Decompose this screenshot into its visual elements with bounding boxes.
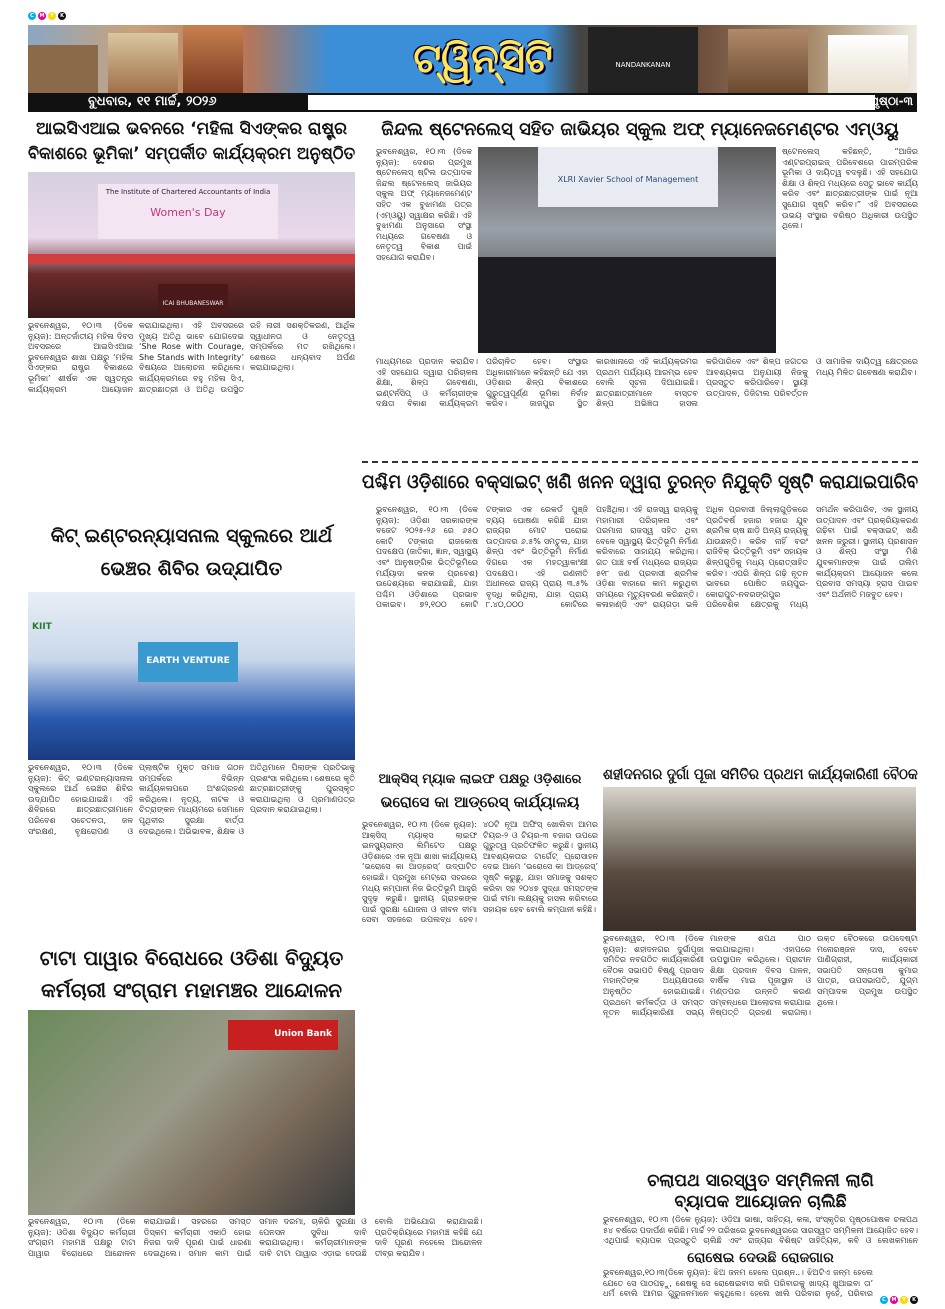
date-bar	[28, 93, 917, 112]
tata-body: ଭୁବନେଶ୍ୱର, ୧୦।୩ (ଡିକେ ନ୍ୟୁଜ): ଓଡିଶା ବିଦ୍ୟୁତ କର୍ମଚାରୀ ସଂଗ୍ରାମ ମହାମଞ୍ଚ ପକ୍ଷରୁ ଟାଟା ପାୱାର ବିରୋଧରେ ଆନ୍ଦୋଳନ କରାଯାଇଛି। ସହରରେ ସମସ୍ତ ଡିସ୍କମ କର୍ମଚାରୀ ଏକାଠି ହୋଇ ନିଜର ଦାବି ପୂରଣ ପାଇଁ ଧାରଣା ଦେଇଥିଲେ। ସମାନ କାମ ପାଇଁ ସମାନ ଦରମା, ଚାକିରି ସୁରକ୍ଷା ଓ ପେନସନ ସୁବିଧା ଦାବି କରାଯାଇଥିଲା। କର୍ମଚାରୀମାନଙ୍କ ଦାବି ଟାଟା ପାୱାର ଏଡ଼ାଇ ଦେଉଛି ବୋଲି ଅଭିଯୋଗ କରାଯାଇଛି। ପ୍ରତିକ୍ରିୟାରେ ମହାମଞ୍ଚ କହିଛି ଯେ ଦାବି ପୂରଣ ନହେଲେ ଆନ୍ଦୋଳନ ତୀବ୍ର କରାଯିବ।	[28, 1217, 483, 1258]
yellow-dot: Y	[48, 12, 56, 20]
kiit-logo: KIIT	[32, 622, 52, 632]
roshei-body: ଭୁବନେଶ୍ୱର,୧୦।୩(ଡିକେ ନ୍ୟୁଜ): ଝିଅ ଜନମ ହେଲେ ପ୍ରଶ୍ନ..। ଝିଅଟିଏ ଜନ୍ମ ହେଲେ ଯେତେ ସେ ପାଠପଢ଼ୁ, ଶେଷକୁ ସେ ରୋଷେଇବାସ କରି ପରିବାରକୁ ଖାଦ୍ୟ ଖୁଆଇବା ତା’ ଧର୍ମ ବୋଲି ଆମର ଗୁରୁଜନମାନେ କହୁଥିଲେ। ହେଲେ ଖାଲି ପରିବାର ନୁହେଁ, ପରିବାର	[603, 1268, 873, 1299]
lingaraj-temple-image	[728, 29, 808, 93]
durga-headline-text: ଶହୀଦନଗର ଦୁର୍ଗା ପୂଜା ସମିତିର ପ୍ରଥମ କାର୍ଯ୍ୟକାରିଣୀ ବୈଠକ	[603, 765, 918, 783]
xlri-sign: XLRI Xavier School of Management	[538, 147, 718, 207]
masthead-title: ଟ୍ୱିନ୍‌ସିଟି	[413, 36, 553, 82]
earth-venture-sign: EARTH VENTURE	[138, 642, 238, 682]
fort-gate-image	[28, 45, 98, 93]
photo-banner-sub: Women's Day	[150, 206, 226, 219]
magenta-dot: M	[39, 13, 45, 19]
icai-event-photo	[28, 172, 355, 318]
kiit-headline-line2: ଭେଞ୍ଚର ଶିବିର ଉଦ୍‌ଯାପିତ	[100, 558, 283, 580]
durga-body: ଭୁବନେଶ୍ୱର, ୧୦।୩ (ଡିକେ ନ୍ୟୁଜ): ଶହୀଦନଗର ଦୁର୍ଗାପୂଜା ସମିତିର ନବଗଠିତ କାର୍ଯ୍ୟକାରିଣୀ ବୈଠକ ସଭାପତି ବିଷ୍ଣୁ ପ୍ରସାଦ ମହାନ୍ତିଙ୍କ ଅଧ୍ୟକ୍ଷତାରେ ଅନୁଷ୍ଠିତ ହୋଇଯାଇଛି। ପ୍ରଥମେ କର୍ମକର୍ତ୍ତା ଓ ସମସ୍ତ ନୂତନ କାର୍ଯ୍ୟକାରିଣୀ ସଭ୍ୟ ମାନଙ୍କ ଶପଥ ପାଠ କରାଯାଇଥିଲା। ଏହାପରେ ଉପସ୍ଥାପନ କରିଥିଲେ। ପ୍ରାଚୀନ ଶିକ୍ଷା ପ୍ରଦାନ ଦିବସ ପାଳନ, ବାର୍ଷିକ ମାଇ ପୂଜାସ୍ଥାନ ଓ ମଣ୍ଡପର ଉନ୍ନତି କରଣ ସମ୍ବନ୍ଧରେ ଆଲୋଚନା କରାଯାଇ ନିଷ୍ପତ୍ତି ଗ୍ରହଣ କରାଗଲା। ଉକ୍ତ ବୈଠକରେ ଉପଦେଷ୍ଟା ମନୋରଞ୍ଜନ ଦାସ, ଦେବେ ପାଣିଗ୍ରାହୀ, କାର୍ଯ୍ୟକାରୀ ସଭାପତି ସନ୍ତୋଷ କୁମାର ପାତ୍ର, ଉପସଭାପତି, ଯୁଗ୍ମ ସମ୍ପାଦକ ପ୍ରମୁଖ ଉପସ୍ଥିତ ଥିଲେ।	[603, 934, 918, 1018]
durga-committee-photo	[603, 787, 916, 931]
axis-headline	[362, 770, 598, 814]
cmyk-registration-top	[28, 12, 66, 20]
icai-headline-line1: ଆଇସିଏଆଇ ଭବନରେ ‘ମହିଳା ସିଏଙ୍କର ରାଷ୍ଟ୍ର	[35, 119, 348, 139]
tata-protest-photo	[28, 1010, 355, 1215]
icai-headline	[28, 117, 355, 167]
peace-pagoda-image	[828, 35, 908, 93]
kiit-headline-line1: କିଟ୍ ଇଣ୍ଟରନ୍ୟାସନାଲ ସ୍କୁଲରେ ଆର୍ଥ	[50, 525, 333, 547]
axis-headline-line1: ଆକ୍ସିସ୍ ମ୍ୟାକ ଲାଇଫ ପକ୍ଷରୁ ଓଡ଼ିଶାରେ	[378, 772, 582, 787]
photo-banner-text: The Institute of Chartered Accountants of India	[105, 188, 271, 196]
black-dot: K	[910, 1296, 918, 1304]
jindal-body-right: ଷ୍ଟେନଲେସ୍ କହିଛନ୍ତି, “ଆଜିର ଏଣ୍ଟରପ୍ରାଇଜ୍ ପରିବେଶରେ ପାରମ୍ପରିକ ଭୂମିକା ଓ ଦାୟିତ୍ୱ ବଦଳୁଛି। ଏହି ସହଯୋଗ ଶିକ୍ଷା ଓ ଶିଳ୍ପ ମଧ୍ୟରେ ସେତୁ ଭାବେ କାର୍ଯ୍ୟ କରିବ ଏବଂ ଛାତ୍ରଛାତ୍ରୀଙ୍କ ପାଇଁ ନୂଆ ସୁଯୋଗ ସୃଷ୍ଟି କରିବ।” ଏହି ଅବସରରେ ଉଭୟ ସଂସ୍ଥାର ବରିଷ୍ଠ ଅଧିକାରୀ ଉପସ୍ଥିତ ଥିଲେ।	[782, 147, 918, 231]
icai-headline-line2: ବିକାଶରେ ଭୂମିକା’ ସମ୍ପର୍କୀତ କାର୍ଯ୍ୟକ୍ରମ ଅନୁଷ୍ଠିତ	[28, 144, 356, 164]
chalapatha-headline	[603, 1171, 918, 1213]
chalapatha-headline-line2: ବ୍ୟାପକ ଆୟୋଜନ ଚାଲିଛି	[674, 1192, 847, 1212]
podium-text: ICAI BHUBANESWAR	[158, 284, 228, 314]
jindal-headline	[362, 117, 918, 143]
roshei-headline	[603, 1249, 918, 1267]
chalapatha-body: ଭୁବନେଶ୍ୱର, ୧୦।୩ (ଡିକେ ନ୍ୟୁଜ): ଓଡ଼ିଆ ଭାଷା, ସାହିତ୍ୟ, କଳା, ସଂସ୍କୃତିର ପୃଷ୍ଠପୋଷକ ଚଳାପଥ ୫୪ ବର୍ଷରେ ପଦାର୍ପଣ କରିଛି। ମାର୍ଚ୍ଚ ୨୨ ତାରିଖରେ ଭୁବନେଶ୍ୱରରେ ସାରସ୍ୱତ ସମ୍ମିଳନୀ ଆୟୋଜିତ ହେବ। ଏଥିପାଇଁ ବ୍ୟାପକ ପ୍ରସ୍ତୁତି ଚାଲିଛି ଏବଂ ରାଜ୍ୟର ବିଶିଷ୍ଟ ସାହିତ୍ୟିକ, କବି ଓ ଲେଖକମାନେ	[603, 1215, 918, 1246]
cmyk-registration-bottom	[880, 1296, 918, 1304]
jindal-body-bottom: ମାଧ୍ୟମରେ ପ୍ରଦାନ କରାଯିବ। ଏହି ସହଯୋଗ ଦ୍ୱାରା ପରିଚାଳନା ଶିକ୍ଷା, ଶିଳ୍ପ ଗବେଷଣା, ଇଣ୍ଟର୍ନସିପ୍ ଓ କର୍ମଚାରୀଙ୍କ ଦକ୍ଷତା ବିକାଶ କାର୍ଯ୍ୟକ୍ରମ ପରିଚାଳିତ ହେବ। ସଂସ୍ଥାର ଅଧିକାରୀମାନେ କହିଛନ୍ତି ଯେ ଏହା ଓଡ଼ିଶାର ଶିଳ୍ପ ବିକାଶରେ ଗୁରୁତ୍ୱପୂର୍ଣ୍ଣ ଭୂମିକା ନିର୍ବାହ କରିବ। ଜାଜପୁର ସ୍ଥିତ କାରଖାନାରେ ଏହି କାର୍ଯ୍ୟକ୍ରମର ପ୍ରଥମ ପର୍ଯ୍ୟାୟ ଆରମ୍ଭ ହେବ ବୋଲି ସୂଚନା ଦିଆଯାଇଛି। ଛାତ୍ରଛାତ୍ରୀମାନେ ବାସ୍ତବ ଶିଳ୍ପ ଅଭିଜ୍ଞତା ହାସଲ କରିପାରିବେ ଏବଂ ଶିଳ୍ପ ଜଗତର ଆବଶ୍ୟକତା ଅନୁଯାୟୀ ନିଜକୁ ପ୍ରସ୍ତୁତ କରିପାରିବେ। ସ୍ଥାୟୀ ଉତ୍ପାଦନ, ଡିଜିଟାଲ ପରିବର୍ତ୍ତନ ଓ ସାମାଜିକ ଦାୟିତ୍ୱ କ୍ଷେତ୍ରରେ ମଧ୍ୟ ମିଳିତ ଗବେଷଣା କରାଯିବ।	[376, 357, 918, 409]
issue-date: ବୁଧବାର, ୧୧ ମାର୍ଚ୍ଚ, ୨୦୨୬	[88, 94, 217, 109]
bauxite-headline-text: ପଶ୍ଚିମ ଓଡ଼ିଶାରେ ବକ୍ସାଇଟ୍ ଖଣି ଖନନ ଦ୍ୱାରା ତୁରନ୍ତ ନିଯୁକ୍ତି ସୃଷ୍ଟି କରାଯାଇପାରିବ	[362, 471, 919, 493]
jagannath-temple-image	[183, 25, 243, 93]
section-divider	[362, 461, 918, 463]
tata-headline-line1: ଟାଟା ପାୱାର ବିରୋଧରେ ଓଡିଶା ବିଦ୍ୟୁତ	[39, 946, 344, 970]
bauxite-headline	[362, 468, 918, 496]
icai-body: ଭୁବନେଶ୍ୱର, ୧୦।୩ (ଡିକେ ନ୍ୟୁଜ): ଅନ୍ତର୍ଜାତୀୟ ମହିଳା ଦିବସ ଅବସରରେ ଆଇସିଏଆଇ ଭୁବନେଶ୍ୱର ଶାଖା ପକ୍ଷରୁ ‘ମହିଳା ସିଏଙ୍କର ରାଷ୍ଟ୍ର ବିକାଶରେ ଭୂମିକା’ ଶୀର୍ଷକ ଏକ ସ୍ୱତନ୍ତ୍ର କାର୍ଯ୍ୟକ୍ରମ ଆୟୋଜନ କରାଯାଇଥିଲା। ଏହି ଅବସରରେ ମୁଖ୍ୟ ଅତିଥି ଭାବେ ଯୋଗଦେଇ ‘She Rose with Courage, She Stands with Integrity’ ବିଷୟରେ ଆଲୋଚନା କରିଥିଲେ। କାର୍ଯ୍ୟକ୍ରମରେ ବହୁ ମହିଳା ସିଏ, ଛାତ୍ରଛାତ୍ରୀ ଓ ଅତିଥି ଉପସ୍ଥିତ ରହି ନାରୀ ସଶକ୍ତିକରଣ, ଆର୍ଥିକ ସ୍ୱାଧୀନତା ଓ ନେତୃତ୍ୱ ସମ୍ପର୍କରେ ମତ ରଖିଥିଲେ। ଶେଷରେ ଧନ୍ୟବାଦ ଅର୍ପଣ କରାଯାଇଥିଲା।	[28, 321, 355, 394]
masthead-banner	[28, 25, 917, 93]
jindal-headline-text: ଜିନ୍ଦଲ ଷ୍ଟେନଲେସ୍ ସହିତ ଜାଭିୟର ସ୍କୁଲ ଅଫ୍ ମ୍ୟାନେଜମେଣ୍ଟର ଏମ୍‌ଓୟୁ	[381, 119, 899, 140]
axis-headline-line2: ଭରୋସେ କା ଆଡ୍ରେସ୍ କାର୍ଯ୍ୟାଳୟ	[380, 793, 580, 811]
temple-image	[108, 33, 178, 93]
roshei-headline-text: ରୋଷେଇ ଦେଉଛି ରୋଜଗାର	[687, 1250, 834, 1266]
bauxite-body: ଭୁବନେଶ୍ୱର, ୧୦।୩ (ଡିକେ ନ୍ୟୁଜ): ଓଡ଼ିଶା ସରକାରଙ୍କ ବଜେଟ ୨୦୨୫-୨୬ ରେ ୬୫୦ କୋଟି ଟଙ୍କାର ରାଜକୋଷ ପଦକ୍ଷେପ (ଜାତିକା, ଜ୍ଞାନ, ସ୍ୱାସ୍ଥ୍ୟ ଏବଂ ଆନୁଷଙ୍ଗିକ ଭିତ୍ତିଭୂମିରେ ମର୍ଯ୍ୟାଦା କନକ ପ୍ରବେଶ) ଉଦ୍ଦେଶ୍ୟରେ କରାଯାଇଛି, ଯାହା ପଶ୍ଚିମ ଓଡ଼ିଶାରେ ପ୍ରଭାବ ପକାଇବ। ୭୨,୧୦୦ କୋଟି ଟଙ୍କାର ଏକ ରେକର୍ଡ ପୁଞ୍ଜି ବ୍ୟୟ ଘୋଷଣା କରିଛି ଯାହା ରାଜ୍ୟର ମୋଟ ଘରୋଇ ଉତ୍ପାଦର ୬.୫% ସମତୁଲ, ଯାହା ଶିଳ୍ପ ଏବଂ ଭିତ୍ତିଭୂମି ନିର୍ମାଣ ଦିଗରେ ଏକ ମହତ୍ୱାକାଂକ୍ଷୀ ପଦକ୍ଷେପ। ଏହି ରଣନୀତି ଅଧୀନରେ ରାଜ୍ୟ ପ୍ରାୟ ୩.୫% ବୃଦ୍ଧି କରିଥିଲା, ଯାହା ପ୍ରାୟ ୮.୪୦,୦୦୦ କୋଟିରେ ପହଞ୍ଚିଥିଲା। ଏହି ରାଜସ୍ୱ ରାଜ୍ୟକୁ ମହାମାରୀ ପରିଚାଳନା ଏବଂ ପରମାନା ରାଜସ୍ୱ ସହିତ ଥିବା ବେଳେ ସ୍ୱାସ୍ଥ୍ୟ ଭିତ୍ତିଭୂମି ନିର୍ମାଣ କରିବାରେ ସାହାଯ୍ୟ କରିଥିଲା। ଗତ ପାଞ୍ଚ ବର୍ଷ ମଧ୍ୟରେ ରାଜ୍ୟର ୫୧୮ ଜଣ ପ୍ରବାସୀ ଶ୍ରମିକ ଓଡ଼ିଶା ବାହାରେ କାମ କରୁଥିବା ସମୟରେ ମୃତ୍ୟୁବରଣ କରିଛନ୍ତି। କଳାହାଣ୍ଡି ଏବଂ ରାୟଗଡ଼ା ଭଳି ଅଧିକ ପ୍ରବାସୀ ଜିଲ୍ଲାଗୁଡ଼ିକରେ ପ୍ରତିବର୍ଷ ହଜାର ହଜାର ଯୁବ ଶ୍ରମିକ ଚାଷ ଛାଡ଼ି ଅନ୍ୟ ରାଜ୍ୟକୁ ଯାଉଛନ୍ତି। କରିବ ନାହିଁ ବରଂ ରାଜିବିକ୍ ଭିତ୍ତିଭୂମି ଏବଂ ସହାୟକ ଶିଳ୍ପଗୁଡ଼ିକୁ ମଧ୍ୟ ପ୍ରୋତ୍ସାହିତ କରିବ। ଏପରି ଶିଳ୍ପ ଗଢ଼ି ନୂତନ ଭାବରେ ପୋଷିତ ଜୟପୁର-କୋରାପୁଟ-ନବରଙ୍ଗପୁର ପରିବେଶିକ କ୍ଷେତ୍ରକୁ ମଧ୍ୟ ସମର୍ଥନ କରିପାରିବ, ଏକ ସ୍ଥାନୀୟ ଉତ୍ପାଦନ ଏବଂ ପ୍ରକ୍ରିୟାକରଣ ଗଢ଼ିବା ପାଇଁ ବକ୍ସାଇଟ୍ ଖଣି ଖନନ ଜରୁରୀ। ସ୍ଥାନୀୟ ପ୍ରଶାସନ ଓ ଶିଳ୍ପ ସଂସ୍ଥା ମିଶି ଯୁବକମାନଙ୍କ ପାଇଁ ତାଲିମ କାର୍ଯ୍ୟକ୍ରମ ଆୟୋଜନ କଲେ ପ୍ରବାସ ସମସ୍ୟା ହ୍ରାସ ପାଇବ ଏବଂ ଅର୍ଥନୀତି ମଜବୁତ ହେବ।	[376, 505, 918, 610]
tata-headline-line2: କର୍ମଚାରୀ ସଂଗ୍ରାମ ମହାମଞ୍ଚର ଆନ୍ଦୋଳନ	[40, 978, 343, 1002]
page-number: ପୃଷ୍ଠା-୩	[870, 94, 913, 108]
kiit-body: ଭୁବନେଶ୍ୱର, ୧୦।୩ (ଡିକେ ନ୍ୟୁଜ): କିଟ୍ ଇଣ୍ଟରନ୍ୟାସନାଲ ସ୍କୁଲରେ ଆର୍ଥ ଭେଞ୍ଚର ଶିବିର ଉଦ୍‌ଯାପିତ ହୋଇଯାଇଛି। ଏହି ଶିବିରରେ ଛାତ୍ରଛାତ୍ରୀମାନେ ପରିବେଶ ସଚେତନତା, ଜଳ ସଂରକ୍ଷଣ, ବୃକ୍ଷରୋପଣ ଓ ପ୍ଲାଷ୍ଟିକ ମୁକ୍ତ ସମାଜ ଗଠନ ସମ୍ପର୍କରେ ବିଭିନ୍ନ କାର୍ଯ୍ୟକଳାପରେ ଅଂଶଗ୍ରହଣ କରିଥିଲେ। ନୃତ୍ୟ, ନାଟକ ଓ ଚିତ୍ରାଙ୍କନ ମାଧ୍ୟମରେ ସେମାନେ ପୃଥିବୀର ସୁରକ୍ଷା ବାର୍ତ୍ତା ଦେଇଥିଲେ। ଅଭିଭାବକ, ଶିକ୍ଷକ ଓ ଅତିଥିମାନେ ପିଲାଙ୍କ ପ୍ରତିଭାକୁ ପ୍ରଶଂସା କରିଥିଲେ। ଶେଷରେ କୃତି ଛାତ୍ରଛାତ୍ରୀଙ୍କୁ ପୁରସ୍କୃତ କରାଯାଇଥିଲା ଓ ପ୍ରମାଣପତ୍ର ପ୍ରଦାନ କରାଯାଇଥିଲା।	[28, 763, 355, 836]
durga-headline	[603, 764, 918, 784]
black-dot: K	[58, 12, 66, 20]
tata-headline	[28, 942, 355, 1006]
kiit-headline	[28, 520, 355, 586]
jindal-body-left: ଭୁବନେଶ୍ୱର, ୧୦।୩ (ଡିକେ ନ୍ୟୁଜ): ଦେଶର ପ୍ରମୁଖ ଷ୍ଟେନଲେସ୍ ଷ୍ଟିଲ ଉତ୍ପାଦକ ଜିନ୍ଦଲ ଷ୍ଟେନଲେସ୍ ଜାଭିୟର ସ୍କୁଲ ଅଫ୍ ମ୍ୟାନେଜମେଣ୍ଟ ସହିତ ଏକ ବୁଝାମଣା ପତ୍ର (ଏମ୍‌ଓୟୁ) ସ୍ୱାକ୍ଷର କରିଛି। ଏହି ବୁଝାମଣା ଅନୁସାରେ ସଂସ୍ଥା ମଧ୍ୟରେ ଗବେଷଣା ଓ ନେତୃତ୍ୱ ବିକାଶ ପାଇଁ ସହଯୋଗ କରାଯିବ।	[376, 147, 472, 262]
cyan-dot: C	[880, 1296, 888, 1304]
chalapatha-headline-line1: ଚଲାପଥ ସାରସ୍ୱତ ସମ୍ମିଳନୀ ଲାଗି	[647, 1171, 874, 1191]
cyan-dot: C	[28, 12, 36, 20]
nandankanan-sign: NANDANKANAN	[615, 61, 671, 69]
jindal-mou-photo	[478, 147, 776, 353]
axis-body: ଭୁବନେଶ୍ୱର, ୧୦।୩ (ଡିକେ ନ୍ୟୁଜ): ଆକ୍ସିସ୍ ମ୍ୟାକ୍ସ ଲାଇଫ ଇନସ୍ୟୁରାନ୍ସ ଲିମିଟେଡ ପକ୍ଷରୁ ଓଡ଼ିଶାରେ ଏକ ନୂଆ ଶାଖା କାର୍ଯ୍ୟାଳୟ ‘ଭରୋସେ କା ଆଡ୍ରେସ୍’ ଉଦ୍‌ଘାଟିତ ହୋଇଛି। ପ୍ରମୁଖ ମେଟ୍ରୋ ସହରରେ ମଧ୍ୟ କମ୍ପାନୀ ନିଜ ଭିତ୍ତିଭୂମି ଆହୁରି ସୁଦୃଢ଼ କରୁଛି। ସ୍ଥାନୀୟ ଗ୍ରାହକଙ୍କ ପାଇଁ ସୁରକ୍ଷା ଯୋଜନା ଓ ଜୀବନ ବୀମା ସେବା ସହଜରେ ଉପଲବ୍ଧ ହେବ। ୪୦ଟି ନୂଆ ଅଫିସ୍ ଖୋଲିବା ଆମର ଟିୟର-୨ ଓ ଟିୟର-୩ ବଜାର ଉପରେ ଗୁରୁତ୍ୱ ପ୍ରତିଫଳିତ କରୁଛି। ସ୍ଥାନୀୟ ଆବଶ୍ୟକତାର ଟାର୍ଗେଟ୍ ପ୍ରୋସାହନ ଦେଇ ଆମେ ‘ଭରୋସେ କା ଆଡ୍ରେସ୍’ ସୃଷ୍ଟି କରୁଛୁ, ଯାହା ସମାଜକୁ ସଶକ୍ତ କରିବା ସହ ୨୦୪୭ ସୁଦ୍ଧା ସମସ୍ତଙ୍କ ପାଇଁ ବୀମା ଲକ୍ଷ୍ୟକୁ ହାସଲ କରିବାରେ ସହାୟକ ହେବ ବୋଲି କମ୍ପାନୀ କହିଛି।	[362, 820, 598, 925]
nandankanan-gate-image	[588, 27, 698, 93]
union-bank-sign: Union Bank	[228, 1020, 338, 1050]
magenta-dot: M	[891, 1297, 897, 1303]
yellow-dot: Y	[900, 1296, 908, 1304]
kiit-event-photo	[28, 592, 355, 760]
